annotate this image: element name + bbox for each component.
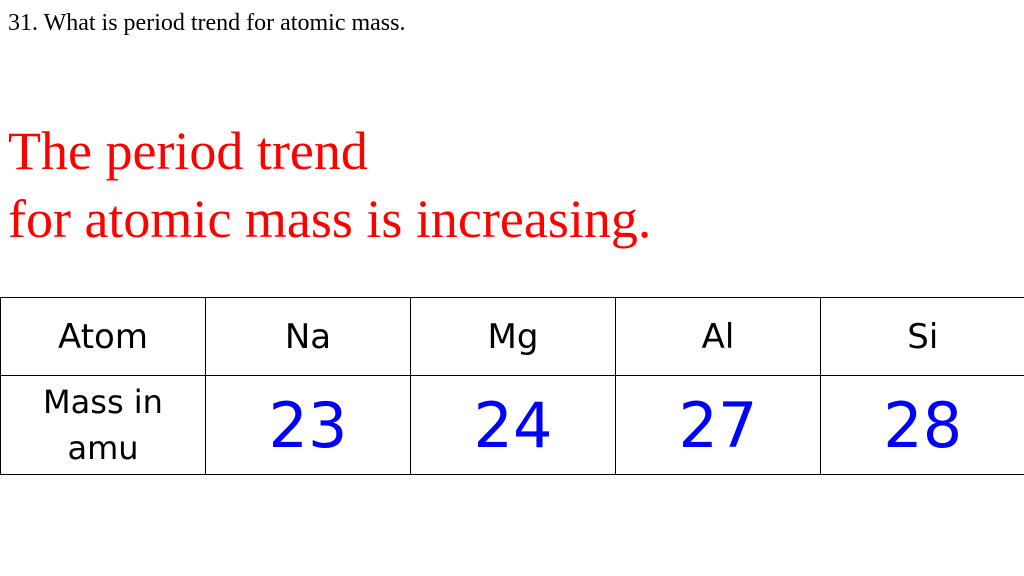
atom-cell-mg: Mg xyxy=(411,298,616,376)
mass-cell-al: 27 xyxy=(616,376,821,475)
mass-header-cell xyxy=(1,376,206,475)
answer-text xyxy=(8,117,651,253)
mass-cell-mg: 24 xyxy=(411,376,616,475)
question-text: 31. What is period trend for atomic mass. xyxy=(8,10,406,36)
answer-line-1: The period trend xyxy=(8,121,368,181)
mass-label-line-2: amu xyxy=(67,429,139,467)
atom-cell-si: Si xyxy=(821,298,1024,376)
table-row-atom xyxy=(1,298,1024,376)
atom-cell-na: Na xyxy=(206,298,411,376)
table-row-mass xyxy=(1,376,1024,475)
atom-cell-al: Al xyxy=(616,298,821,376)
answer-line-2: for atomic mass is increasing. xyxy=(8,189,652,249)
atom-header-cell: Atom xyxy=(1,298,206,376)
mass-cell-si: 28 xyxy=(821,376,1024,475)
mass-cell-na: 23 xyxy=(206,376,411,475)
mass-label-line-1: Mass in xyxy=(43,383,163,421)
atomic-mass-table xyxy=(0,297,1024,475)
